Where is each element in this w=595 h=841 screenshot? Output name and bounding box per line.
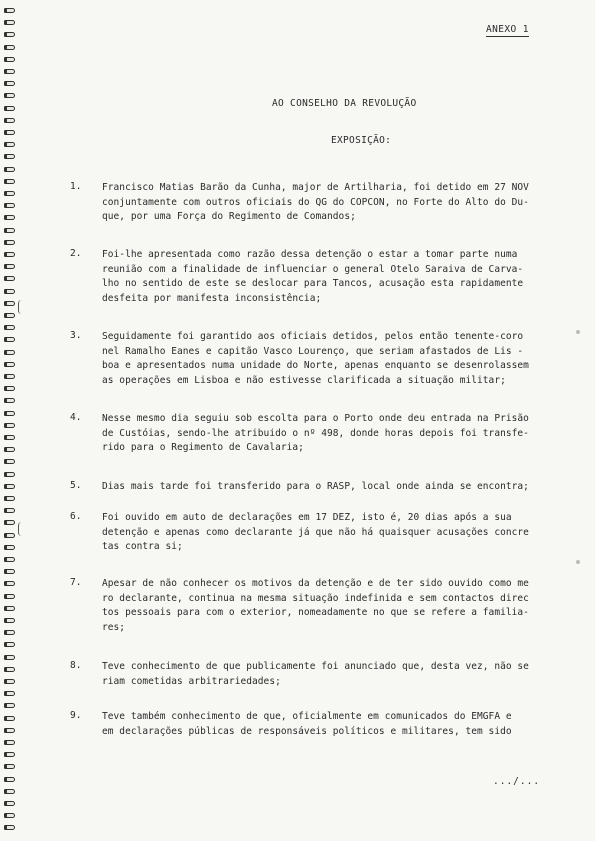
- item-number: 8.: [70, 660, 82, 671]
- item-number: 2.: [70, 248, 82, 259]
- item-number: 4.: [70, 412, 82, 423]
- binding-ring: [4, 740, 15, 745]
- binding-ring: [4, 728, 15, 733]
- punch-hole-mark: [18, 522, 25, 536]
- binding-ring: [4, 69, 15, 74]
- item-line: em declarações públicas de responsáveis políticos e militares, tem sido: [102, 725, 512, 737]
- item-line: conjuntamente com outros oficiais do QG do COPCON, no Forte do Alto do Du-: [102, 196, 529, 208]
- binding-ring: [4, 203, 15, 208]
- item-line: Foi ouvido em auto de declarações em 17 DEZ, isto é, 20 dias após a sua: [102, 512, 512, 523]
- page-edge-mark: [576, 560, 580, 564]
- binding-ring: [4, 325, 15, 330]
- binding-ring: [4, 703, 15, 708]
- binding-ring: [4, 130, 15, 135]
- binding-ring: [4, 777, 15, 782]
- item-line: Seguidamente foi garantido aos oficiais detidos, pelos então tenente-coro: [102, 331, 524, 342]
- page-edge-mark: [576, 330, 580, 334]
- item-line: rido para o Regimento de Cavalaria;: [102, 442, 304, 453]
- binding-ring: [4, 215, 15, 220]
- binding-ring: [4, 45, 15, 50]
- item-number: 1.: [70, 181, 82, 192]
- item-line: as operações em Lisboa e não estivesse clarificada a situação militar;: [102, 374, 506, 386]
- item-line: Apesar de não conhecer os motivos da detenção e de ter sido ouvido como me: [102, 578, 529, 589]
- item-line: detenção e apenas como declarante já que não há quaisquer acusações concre: [102, 526, 529, 538]
- binding-ring: [4, 81, 15, 86]
- item-line: Francisco Matias Barão da Cunha, major de Artilharia, foi detido em 27 NOV: [102, 182, 529, 193]
- binding-ring: [4, 557, 15, 562]
- binding-ring: [4, 496, 15, 501]
- binding-ring: [4, 716, 15, 721]
- document-subheading: EXPOSIÇÃO:: [331, 135, 392, 146]
- item-line: boa e apresentados numa unidade do Norte, apenas enquanto se desenrolassem: [102, 360, 529, 371]
- spiral-binding: [0, 0, 22, 841]
- binding-ring: [4, 667, 15, 672]
- binding-ring: [4, 533, 15, 538]
- binding-ring: [4, 57, 15, 62]
- punch-hole-mark: [18, 300, 25, 314]
- item-line: tos pessoais para com o exterior, nomeadamente no que se refere a familia-: [102, 607, 529, 618]
- item-line: desfeita por manifesta inconsistência;: [102, 292, 322, 304]
- item-line: Dias mais tarde foi transferido para o RASP, local onde ainda se encontra;: [102, 481, 529, 492]
- item-line: riam cometidas arbitrariedades;: [102, 675, 281, 687]
- item-line: ro declarante, continua na mesma situação indefinida e sem contactos direc: [102, 592, 529, 604]
- item-line: res;: [102, 621, 126, 633]
- binding-ring: [4, 411, 15, 416]
- binding-ring: [4, 484, 15, 489]
- binding-ring: [4, 386, 15, 391]
- item-number: 6.: [70, 511, 82, 522]
- item-line: Nesse mesmo dia seguiu sob escolta para o Porto onde deu entrada na Prisão: [102, 413, 529, 424]
- binding-ring: [4, 313, 15, 318]
- binding-ring: [4, 447, 15, 452]
- item-number: 9.: [70, 710, 82, 721]
- item-line: de Custóias, sendo-lhe atribuido o nº 498, donde horas depois foi transfe-: [102, 427, 529, 439]
- binding-ring: [4, 191, 15, 196]
- binding-ring: [4, 154, 15, 159]
- binding-ring: [4, 362, 15, 367]
- binding-ring: [4, 398, 15, 403]
- binding-ring: [4, 228, 15, 233]
- binding-ring: [4, 179, 15, 184]
- binding-ring: [4, 240, 15, 245]
- item-line: lho no sentido de este se deslocar para Tancos, acusação esta rapidamente: [102, 278, 524, 289]
- item-line: tas contra si;: [102, 541, 183, 552]
- binding-ring: [4, 435, 15, 440]
- item-line: nel Ramalho Eanes e capitão Vasco Lourenço, que seriam afastados de Lis -: [102, 345, 524, 357]
- binding-ring: [4, 264, 15, 269]
- item-line: Teve conhecimento de que publicamente foi anunciado que, desta vez, não se: [102, 661, 529, 672]
- binding-ring: [4, 789, 15, 794]
- binding-ring: [4, 459, 15, 464]
- binding-ring: [4, 679, 15, 684]
- binding-ring: [4, 337, 15, 342]
- item-line: que, por uma Força do Regimento de Comandos;: [102, 211, 356, 222]
- binding-ring: [4, 301, 15, 306]
- binding-ring: [4, 545, 15, 550]
- binding-ring: [4, 569, 15, 574]
- item-number: 7.: [70, 577, 82, 588]
- binding-ring: [4, 289, 15, 294]
- binding-ring: [4, 642, 15, 647]
- binding-ring: [4, 423, 15, 428]
- annex-label: ANEXO 1: [486, 24, 529, 35]
- binding-ring: [4, 252, 15, 257]
- binding-ring: [4, 32, 15, 37]
- binding-ring: [4, 801, 15, 806]
- binding-ring: [4, 691, 15, 696]
- item-line: Teve também conhecimento de que, oficialmente em comunicados do EMGFA e: [102, 711, 512, 722]
- binding-ring: [4, 618, 15, 623]
- binding-ring: [4, 20, 15, 25]
- item-number: 3.: [70, 330, 82, 341]
- binding-ring: [4, 520, 15, 525]
- binding-ring: [4, 118, 15, 123]
- binding-ring: [4, 764, 15, 769]
- binding-ring: [4, 276, 15, 281]
- binding-ring: [4, 142, 15, 147]
- binding-ring: [4, 594, 15, 599]
- binding-ring: [4, 606, 15, 611]
- binding-ring: [4, 8, 15, 13]
- binding-ring: [4, 655, 15, 660]
- binding-ring: [4, 630, 15, 635]
- binding-ring: [4, 752, 15, 757]
- binding-ring: [4, 374, 15, 379]
- binding-ring: [4, 813, 15, 818]
- binding-ring: [4, 472, 15, 477]
- document-heading: AO CONSELHO DA REVOLUÇÃO: [272, 98, 417, 109]
- item-line: reunião com a finalidade de influenciar o general Otelo Saraiva de Carva-: [102, 263, 524, 275]
- binding-ring: [4, 825, 15, 830]
- binding-ring: [4, 350, 15, 355]
- binding-ring: [4, 581, 15, 586]
- item-number: 5.: [70, 480, 82, 491]
- continuation-mark: .../...: [493, 776, 541, 787]
- binding-ring: [4, 93, 15, 98]
- item-line: Foi-lhe apresentada como razão dessa detenção o estar a tomar parte numa: [102, 249, 518, 260]
- binding-ring: [4, 106, 15, 111]
- binding-ring: [4, 167, 15, 172]
- binding-ring: [4, 508, 15, 513]
